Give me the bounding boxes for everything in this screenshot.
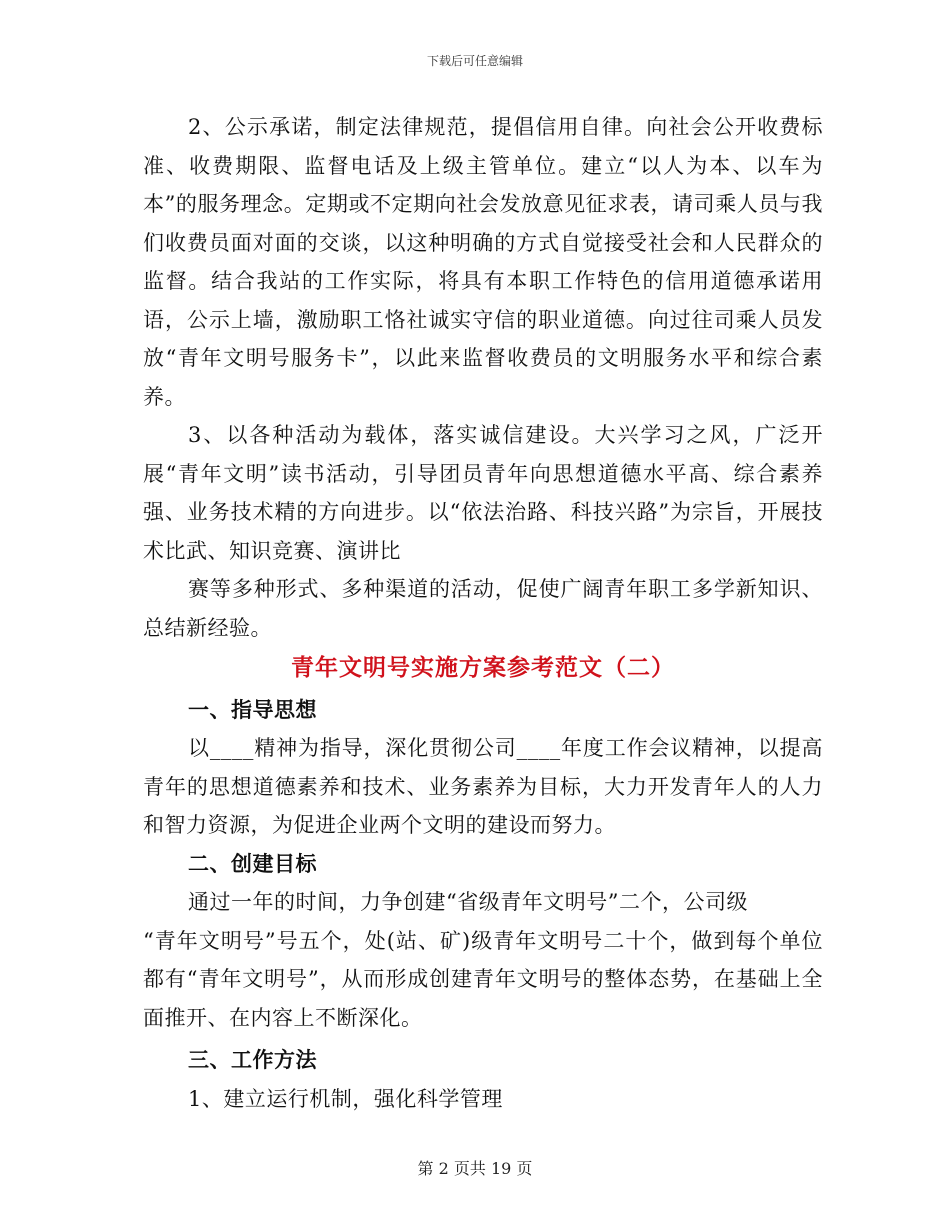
page-header: 下载后可任意编辑	[426, 54, 523, 68]
paragraph-item-3: 3、以各种活动为载体，落实诚信建设。大兴学习之风，广泛开展“青年文明”读书活动，引导团员青年向思想道德水平高、综合素养强、业务技术精的方向进步。以“依法治路、科技兴路”为宗旨，开展技术比武、知识竞赛、演讲比	[143, 423, 823, 563]
paragraph-guiding-thought: 以____精神为指导，深化贯彻公司____年度工作会议精神，以提高青年的思想道德素养和技术、业务素养为目标，大力开发青年人的人力和智力资源，为促进企业两个文明的建设而努力。	[143, 736, 823, 837]
page-footer: 第 2 页共 19 页	[417, 1159, 533, 1178]
paragraph-continuation: 赛等多种形式、多种渠道的活动，促使广阔青年职工多学新知识、总结新经验。	[143, 577, 823, 640]
section-title: 青年文明号实施方案参考范文（二）	[291, 654, 675, 681]
paragraph-goals-line1: 通过一年的时间，力争创建“省级青年文明号”二个，公司级	[188, 890, 748, 914]
heading-work-methods: 三、工作方法	[188, 1047, 317, 1072]
document-body	[143, 108, 823, 1118]
heading-guiding-thought: 一、指导思想	[188, 696, 317, 722]
list-item-1: 1、建立运行机制，强化科学管理	[188, 1086, 503, 1111]
paragraph-item-2: 2、公示承诺，制定法律规范，提倡信用自律。向社会公开收费标准、收费期限、监督电话及上级主管单位。建立“以人为本、以车为本”的服务理念。定期或不定期向社会发放意见征求表，请司乘人员与我们收费员面对面的交谈，以这种明确的方式自觉接受社会和人民群众的监督。结合我站的工作实际，将具有本职工作特色的信用道德承诺用语，公示上墙，激励职工恪社诚实守信的职业道德。向过往司乘人员发放“青年文明号服务卡”，以此来监督收费员的文明服务水平和综合素养。	[143, 115, 823, 409]
paragraph-goals-rest: “青年文明号”号五个，处(站、矿)级青年文明号二十个，做到每个单位都有“青年文明号”，从而形成创建青年文明号的整体态势，在基础上全面推开、在内容上不断深化。	[143, 928, 823, 1030]
heading-goals: 二、创建目标	[188, 850, 317, 876]
